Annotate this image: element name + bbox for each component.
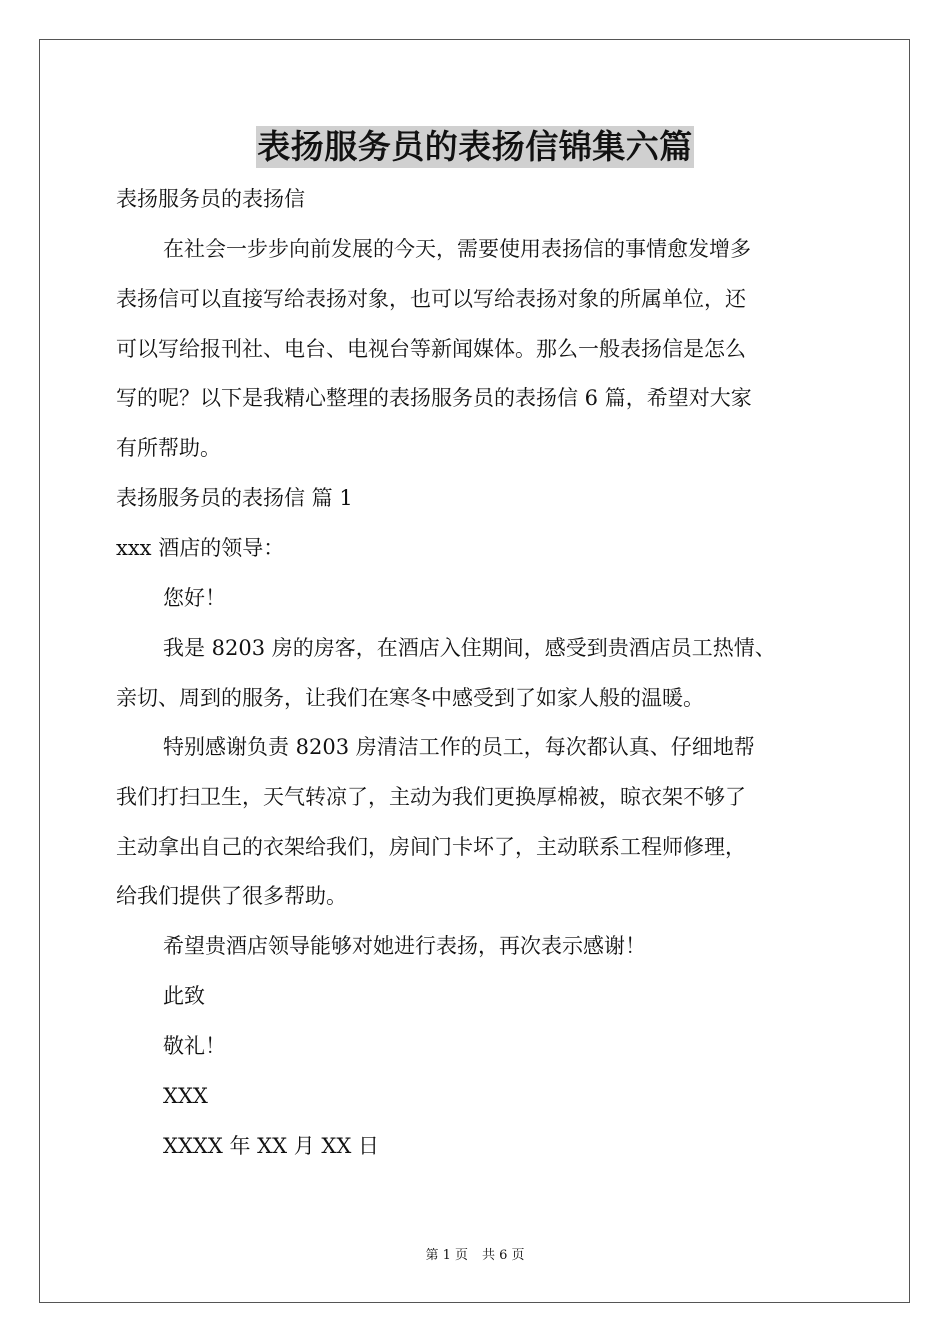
paragraph-line: 写的呢？以下是我精心整理的表扬服务员的表扬信 6 篇，希望对大家 — [116, 386, 752, 410]
paragraph-line: 表扬信可以直接写给表扬对象，也可以写给表扬对象的所属单位，还 — [116, 287, 746, 311]
paragraph-line: 在社会一步步向前发展的今天，需要使用表扬信的事情愈发增多 — [163, 237, 751, 261]
paragraph-line: 主动拿出自己的衣架给我们，房间门卡坏了，主动联系工程师修理， — [116, 835, 746, 859]
paragraph-line: 可以写给报刊社、电台、电视台等新闻媒体。那么一般表扬信是怎么 — [116, 337, 746, 361]
closing-line: 敬礼！ — [163, 1034, 226, 1058]
paragraph-line: 有所帮助。 — [116, 436, 221, 460]
paragraph-line: 特别感谢负责 8203 房清洁工作的员工，每次都认真、仔细地帮 — [163, 735, 755, 759]
document-title: 表扬服务员的表扬信锦集六篇 — [257, 127, 693, 166]
paragraph-line: 我是 8203 房的房客，在酒店入住期间，感受到贵酒店员工热情、 — [163, 636, 776, 660]
paragraph-line: 希望贵酒店领导能够对她进行表扬，再次表示感谢！ — [163, 934, 646, 958]
subtitle-line: 表扬服务员的表扬信 — [116, 187, 305, 211]
page-footer — [0, 1247, 950, 1265]
greeting-line: 您好！ — [163, 586, 226, 610]
section-heading: 表扬服务员的表扬信 篇 1 — [116, 486, 353, 510]
paragraph-line: 给我们提供了很多帮助。 — [116, 884, 347, 908]
paragraph-line: 亲切、周到的服务，让我们在寒冬中感受到了如家人般的温暖。 — [116, 686, 704, 710]
salutation-line: xxx 酒店的领导： — [116, 536, 285, 560]
title-container — [0, 126, 950, 168]
page-number: 第 1 页 — [425, 1248, 468, 1263]
page-border — [39, 39, 910, 1303]
date-line: XXXX 年 XX 月 XX 日 — [163, 1134, 379, 1158]
signature-line: XXX — [163, 1084, 208, 1108]
page-total: 共 6 页 — [482, 1248, 525, 1263]
paragraph-line: 我们打扫卫生，天气转凉了，主动为我们更换厚棉被，晾衣架不够了 — [116, 785, 746, 809]
closing-line: 此致 — [163, 984, 205, 1008]
